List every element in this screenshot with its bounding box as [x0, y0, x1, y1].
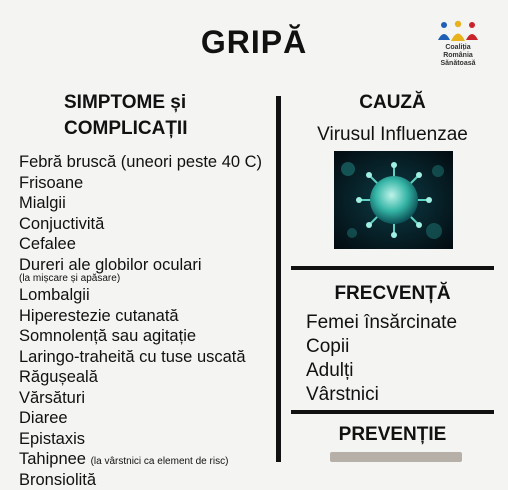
- symptom-note: (la mișcare și apăsare): [19, 272, 262, 285]
- symptom-item: Hiperestezie cutanată: [19, 306, 262, 327]
- frequency-item: Copii: [306, 335, 457, 359]
- symptom-text: Tahipnee: [19, 450, 86, 468]
- symptom-item: Bronsiolită: [19, 470, 262, 490]
- section-divider: [291, 410, 494, 414]
- symptom-item: Dureri ale globilor oculari: [19, 255, 262, 276]
- frequency-heading: FRECVENȚĂ: [291, 283, 494, 305]
- frequency-item: Femei însărcinate: [306, 311, 457, 335]
- symptom-item: [19, 449, 262, 470]
- symptoms-heading-line-2: COMPLICAȚII: [64, 116, 188, 142]
- frequency-item: Adulți: [306, 359, 457, 383]
- symptom-item: Mialgii: [19, 193, 262, 214]
- cause-heading: CAUZĂ: [291, 92, 494, 114]
- symptoms-heading: [64, 90, 188, 142]
- symptom-item: Epistaxis: [19, 429, 262, 450]
- symptom-item: Vărsături: [19, 388, 262, 409]
- coalition-logo: [427, 20, 489, 68]
- column-divider: [276, 96, 281, 462]
- logo-line-3: Sănătoasă: [427, 60, 489, 68]
- section-divider: [291, 266, 494, 270]
- symptoms-heading-line-1: SIMPTOME și: [64, 90, 188, 116]
- symptom-item: Laringo-traheită cu tuse uscată: [19, 347, 262, 368]
- symptom-item: Diaree: [19, 408, 262, 429]
- symptom-item: Lombalgii: [19, 285, 262, 306]
- prevention-image: [330, 452, 462, 462]
- symptom-item: Febră bruscă (uneori peste 40 C): [19, 152, 262, 173]
- symptom-item: Somnolență sau agitație: [19, 326, 262, 347]
- logo-line-2: România: [427, 52, 489, 60]
- virus-image: [334, 151, 453, 249]
- frequency-item: Vârstnici: [306, 383, 457, 407]
- symptom-item: Cefalee: [19, 234, 262, 255]
- logo-line-1: Coaliția: [427, 44, 489, 52]
- symptom-item: Conjuctivită: [19, 214, 262, 235]
- page-title: GRIPĂ: [0, 24, 508, 61]
- symptom-item: Răgușeală: [19, 367, 262, 388]
- prevention-heading: PREVENȚIE: [291, 424, 494, 446]
- frequency-list: [306, 311, 457, 407]
- people-logo-icon: [436, 20, 480, 44]
- cause-text: Virusul Influenzae: [291, 124, 494, 146]
- symptom-item: Frisoane: [19, 173, 262, 194]
- symptoms-list: [19, 152, 262, 490]
- symptom-note: (la vârstnici ca element de risc): [91, 456, 229, 467]
